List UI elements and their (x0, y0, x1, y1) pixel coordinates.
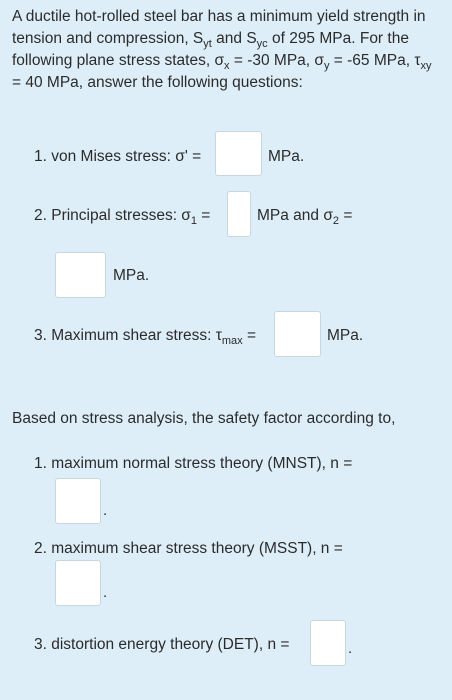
max-shear-answer-input[interactable] (274, 311, 321, 357)
von-mises-answer-input[interactable] (215, 131, 262, 176)
q1-unit: MPa. (268, 148, 305, 165)
problem-statement: A ductile hot-rolled steel bar has a minimum yield strength in tension and compression, $S_{yt}$ and $S_{yc}$ of 295 MPa. For the following plane stress states, $\sigma_x = -30$ MPa, $\sigma_y = -65$ MPa, $\tau_{xy} = 40$ MPa, answer the following questions: (12, 8, 432, 91)
q2-mid-label: MPa and $\sigma_2$ = (257, 207, 353, 227)
mnst-period: . (103, 502, 108, 519)
msst-answer-input[interactable] (55, 560, 101, 606)
det-answer-input[interactable] (310, 620, 346, 666)
q2-label: 2. Principal stresses: $\sigma_1$ = (34, 207, 211, 227)
q1-label: 1. von Mises stress: σ' = (34, 148, 202, 165)
msst-period: . (103, 584, 108, 601)
q3-label: 3. Maximum shear stress: $\tau_{max}$ = (34, 327, 257, 347)
safety-item-msst: 2. maximum shear stress theory (MSST), n = (34, 540, 343, 557)
sigma1-answer-input[interactable] (227, 191, 251, 237)
det-period: . (348, 640, 353, 657)
mnst-answer-input[interactable] (55, 478, 101, 524)
q3-unit: MPa. (327, 327, 364, 344)
safety-factor-intro: Based on stress analysis, the safety factor according to, (12, 410, 396, 427)
sigma2-answer-input[interactable] (55, 252, 106, 298)
safety-item-det: 3. distortion energy theory (DET), n = (34, 636, 290, 653)
safety-item-mnst: 1. maximum normal stress theory (MNST), n = (34, 455, 353, 472)
q2-unit: MPa. (113, 267, 150, 284)
